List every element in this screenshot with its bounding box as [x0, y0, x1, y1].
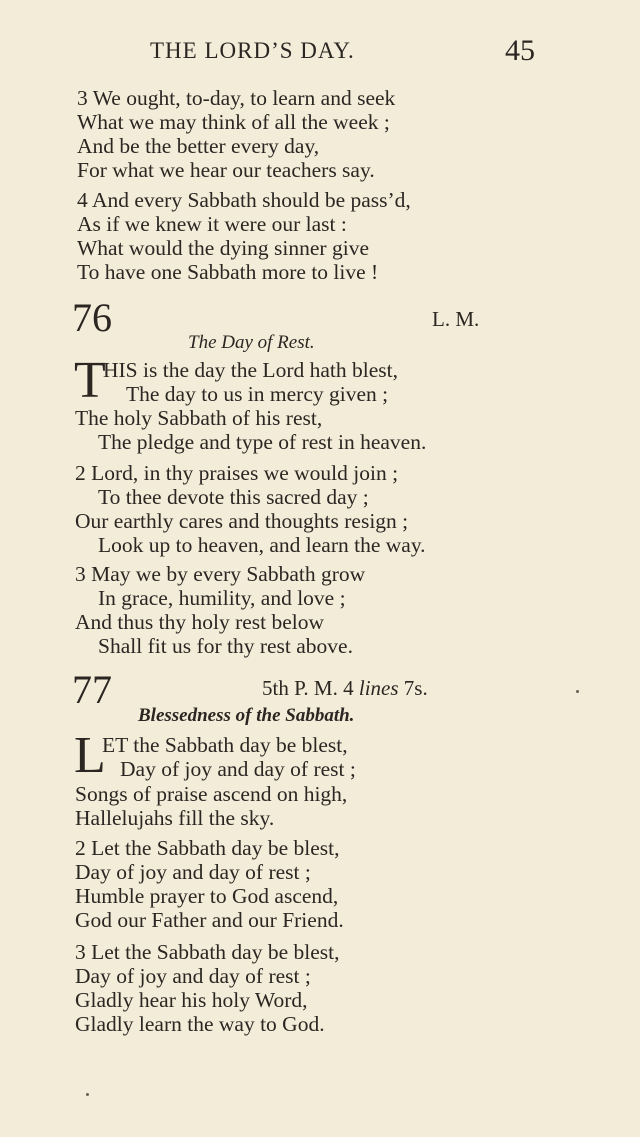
verse-line: And be the better every day, [77, 134, 320, 158]
verse-line: Songs of praise ascend on high, [75, 782, 348, 806]
verse-line: What would the dying sinner give [77, 236, 369, 260]
verse-line: The day to us in mercy given ; [126, 382, 389, 406]
verse-line: Our earthly cares and thoughts resign ; [75, 509, 409, 533]
verse-line: Humble prayer to God ascend, [75, 884, 339, 908]
meter-suffix: 7s. [403, 676, 428, 700]
page-header [0, 34, 640, 74]
paper-speck [576, 690, 579, 693]
verse-line: 3 May we by every Sabbath grow [75, 562, 366, 586]
verse-line: The holy Sabbath of his rest, [75, 406, 323, 430]
running-head: THE LORD’S DAY. [150, 38, 355, 63]
verse-line: And thus thy holy rest below [75, 610, 325, 634]
verse-line: The pledge and type of rest in heaven. [98, 430, 427, 454]
hymn-number: 77 [72, 667, 112, 712]
verse-line: Day of joy and day of rest ; [75, 860, 311, 884]
verse-line: Gladly hear his holy Word, [75, 988, 308, 1012]
hymn-meter: L. M. [432, 307, 480, 331]
meter-prefix: 5th P. M. 4 [262, 676, 354, 700]
verse-line: 3 We ought, to-day, to learn and seek [77, 86, 396, 110]
page-number: 45 [505, 34, 535, 67]
hymn-meter [262, 676, 428, 701]
verse-line: What we may think of all the week ; [77, 110, 390, 134]
hymn-number: 76 [72, 295, 112, 340]
verse-line: 2 Let the Sabbath day be blest, [75, 836, 340, 860]
paper-speck [86, 1093, 89, 1096]
verse-line: For what we hear our teachers say. [77, 158, 375, 182]
verse-line: ET the Sabbath day be blest, [102, 733, 348, 757]
hymn-title: Blessedness of the Sabbath. [138, 705, 355, 726]
verse-line: To thee devote this sacred day ; [98, 485, 369, 509]
verse-line: Day of joy and day of rest ; [75, 964, 311, 988]
hymn-title: The Day of Rest. [188, 332, 315, 353]
verse-line: 2 Lord, in thy praises we would join ; [75, 461, 399, 485]
verse-line: 4 And every Sabbath should be pass’d, [77, 188, 411, 212]
verse-line: 3 Let the Sabbath day be blest, [75, 940, 340, 964]
verse-line: Gladly learn the way to God. [75, 1012, 325, 1036]
verse-line: In grace, humility, and love ; [98, 586, 346, 610]
verse-line: God our Father and our Friend. [75, 908, 344, 932]
verse-line: Look up to heaven, and learn the way. [98, 533, 426, 557]
verse-line: HIS is the day the Lord hath blest, [103, 358, 398, 382]
drop-cap: L [74, 727, 106, 784]
verse-line: Day of joy and day of rest ; [120, 757, 356, 781]
drop-cap: T [74, 352, 106, 409]
meter-italic: lines [358, 676, 399, 700]
verse-line: As if we knew it were our last : [77, 212, 347, 236]
verse-line: To have one Sabbath more to live ! [77, 260, 379, 284]
verse-line: Hallelujahs fill the sky. [75, 806, 275, 830]
verse-line: Shall fit us for thy rest above. [98, 634, 353, 658]
